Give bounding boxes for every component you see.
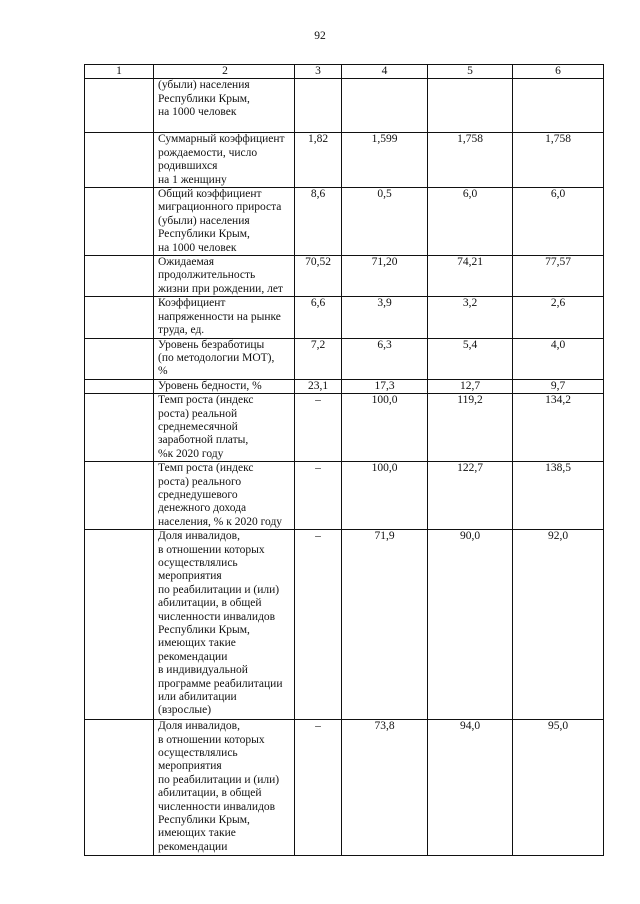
row-number-cell: [85, 462, 154, 530]
value-cell: 3,2: [428, 297, 513, 338]
value-cell: 1,758: [428, 133, 513, 188]
table-row: [85, 338, 604, 379]
indicator-name-cell: Уровень безработицы (по методологии МОТ), %: [154, 338, 295, 379]
indicator-name-cell: (убыли) населения Республики Крым, на 1000 человек: [154, 79, 295, 133]
indicator-name-cell: Суммарный коэффициент рождаемости, число родившихся на 1 женщину: [154, 133, 295, 188]
table-row: [85, 297, 604, 338]
row-number-cell: [85, 256, 154, 297]
value-cell: 95,0: [513, 720, 604, 856]
value-cell: [295, 79, 342, 133]
value-cell: –: [295, 462, 342, 530]
value-cell: 6,6: [295, 297, 342, 338]
table-row: [85, 394, 604, 462]
value-cell: 23,1: [295, 379, 342, 393]
page-number: 92: [314, 30, 326, 42]
header-cell-col3: 3: [295, 65, 342, 79]
value-cell: 7,2: [295, 338, 342, 379]
row-number-cell: [85, 720, 154, 856]
value-cell: 2,6: [513, 297, 604, 338]
value-cell: 9,7: [513, 379, 604, 393]
value-cell: 119,2: [428, 394, 513, 462]
row-number-cell: [85, 530, 154, 720]
indicator-name-cell: Общий коэффициент миграционного прироста (убыли) населения Республики Крым, на 1000 человек: [154, 188, 295, 256]
value-cell: 5,4: [428, 338, 513, 379]
value-cell: [342, 79, 428, 133]
value-cell: 94,0: [428, 720, 513, 856]
table-row: [85, 720, 604, 856]
value-cell: 122,7: [428, 462, 513, 530]
table-row: [85, 188, 604, 256]
row-number-cell: [85, 133, 154, 188]
value-cell: 12,7: [428, 379, 513, 393]
table-row: [85, 79, 604, 133]
value-cell: 100,0: [342, 394, 428, 462]
header-cell-col1: 1: [85, 65, 154, 79]
header-cell-col4: 4: [342, 65, 428, 79]
header-cell-col2: 2: [154, 65, 295, 79]
value-cell: 73,8: [342, 720, 428, 856]
value-cell: 1,599: [342, 133, 428, 188]
value-cell: 138,5: [513, 462, 604, 530]
row-number-cell: [85, 297, 154, 338]
value-cell: 77,57: [513, 256, 604, 297]
value-cell: [428, 79, 513, 133]
indicator-name-cell: Уровень бедности, %: [154, 379, 295, 393]
value-cell: 100,0: [342, 462, 428, 530]
value-cell: –: [295, 720, 342, 856]
value-cell: 70,52: [295, 256, 342, 297]
value-cell: –: [295, 394, 342, 462]
value-cell: 134,2: [513, 394, 604, 462]
indicators-table: [84, 64, 604, 856]
value-cell: 1,82: [295, 133, 342, 188]
value-cell: 6,0: [513, 188, 604, 256]
value-cell: 1,758: [513, 133, 604, 188]
value-cell: 8,6: [295, 188, 342, 256]
table-row: [85, 379, 604, 393]
value-cell: 0,5: [342, 188, 428, 256]
value-cell: 6,3: [342, 338, 428, 379]
indicator-name-cell: Темп роста (индекс роста) реального среднедушевого денежного дохода населения, % к 2020 году: [154, 462, 295, 530]
indicator-name-cell: Ожидаемая продолжительность жизни при рождении, лет: [154, 256, 295, 297]
value-cell: 90,0: [428, 530, 513, 720]
table-row: [85, 530, 604, 720]
table-row: [85, 133, 604, 188]
value-cell: 4,0: [513, 338, 604, 379]
table-header-row: [85, 65, 604, 79]
table-row: [85, 462, 604, 530]
table-row: [85, 256, 604, 297]
value-cell: 92,0: [513, 530, 604, 720]
value-cell: 71,20: [342, 256, 428, 297]
value-cell: –: [295, 530, 342, 720]
header-cell-col5: 5: [428, 65, 513, 79]
row-number-cell: [85, 338, 154, 379]
value-cell: 71,9: [342, 530, 428, 720]
value-cell: 6,0: [428, 188, 513, 256]
indicator-name-cell: Доля инвалидов, в отношении которых осуществлялись мероприятия по реабилитации и (или) абилитации, в общей численности инвалидов Республики Крым, имеющих такие рекомендации в индивидуальной программе реабилитации или абилитации (взрослые): [154, 530, 295, 720]
indicator-name-cell: Коэффициент напряженности на рынке труда, ед.: [154, 297, 295, 338]
row-number-cell: [85, 394, 154, 462]
indicator-name-cell: Темп роста (индекс роста) реальной среднемесячной заработной платы, %к 2020 году: [154, 394, 295, 462]
header-cell-col6: 6: [513, 65, 604, 79]
value-cell: 3,9: [342, 297, 428, 338]
value-cell: 17,3: [342, 379, 428, 393]
row-number-cell: [85, 79, 154, 133]
indicator-name-cell: Доля инвалидов, в отношении которых осуществлялись мероприятия по реабилитации и (или) абилитации, в общей численности инвалидов Республики Крым, имеющих такие рекомендации: [154, 720, 295, 856]
value-cell: 74,21: [428, 256, 513, 297]
value-cell: [513, 79, 604, 133]
row-number-cell: [85, 188, 154, 256]
row-number-cell: [85, 379, 154, 393]
